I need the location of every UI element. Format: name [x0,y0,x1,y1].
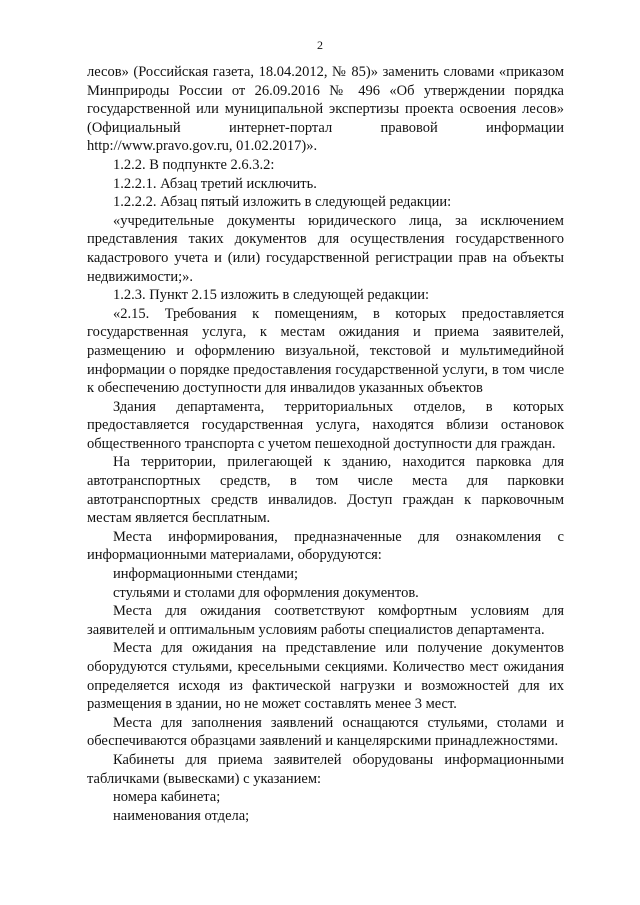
page-number: 2 [317,38,323,52]
paragraph-1-2-2-1: 1.2.2.1. Абзац третий исключить. [113,175,317,192]
paragraph-list-department-name: наименования отдела; [113,807,250,824]
paragraph-filling-places: Места для заполнения заявлений оснащаются стульями, столами и обеспечиваются образцами заявлений и канцелярскими принадлежностями. [87,714,564,750]
paragraph-info-places: Места информирования, предназначенные для ознакомления с информационными материалами, оборудуются: [87,528,564,564]
paragraph-1-2-2: 1.2.2. В подпункте 2.6.3.2: [113,156,275,173]
paragraph-1-2-3: 1.2.3. Пункт 2.15 изложить в следующей редакции: [113,287,430,304]
paragraph-waiting-equipment: Места для ожидания на представление или получение документов оборудуются стульями, кресельными секциями. Количество мест ожидания определяется исходя из фактической нагрузки и возможностей для их размещения в здании, но не может составлять менее 3 мест. [87,640,564,713]
paragraph-buildings: Здания департамента, территориальных отделов, в которых предоставляется государственная услуга, находятся вблизи остановок общественного транспорта с учетом пешеходной доступности для граждан. [87,398,564,452]
paragraph-2-15: «2.15. Требования к помещениям, в которых предоставляется государственная услуга, к местам ожидания и приема заявителей, размещению и оформлению визуальной, текстовой и мультимедийной информации о порядке предоставления государственной услуги, в том числе к обеспечению доступности для инвалидов указанных объектов [87,305,564,397]
paragraph-quote-documents: «учредительные документы юридического лица, за исключением представления таких документов для осуществления государственного кадастрового учета и (или) государственной регистрации прав на объекты недвижимости;». [87,212,564,285]
paragraph-waiting-comfort: Места для ожидания соответствуют комфортным условиям для заявителей и оптимальным условиям работы специалистов департамента. [87,603,564,638]
paragraph-cabinets: Кабинеты для приема заявителей оборудованы информационными табличками (вывесками) с указанием: [87,751,564,787]
paragraph-continuation: лесов» (Российская газета, 18.04.2012, № 85)» заменить словами «приказом Минприроды России от 26.09.2016 № 496 «Об утверждении порядка государственной или муниципальной экспертизы проекта освоения лесов» (Официальный интернет-портал правовой информации http://www.pravo.gov.ru, 01.02.2017)». [87,64,564,155]
paragraph-list-chairs: стульями и столами для оформления документов. [113,584,419,601]
paragraph-parking: На территории, прилегающей к зданию, находится парковка для автотранспортных средств, в том числе места для парковки автотранспортных средств инвалидов. Доступ граждан к парковочным местам является бесплатным. [87,454,564,527]
paragraph-list-stands: информационными стендами; [113,566,299,583]
paragraph-1-2-2-2: 1.2.2.2. Абзац пятый изложить в следующей редакции: [113,194,452,211]
document-body [87,63,564,825]
paragraph-list-cabinet-number: номера кабинета; [113,789,221,806]
